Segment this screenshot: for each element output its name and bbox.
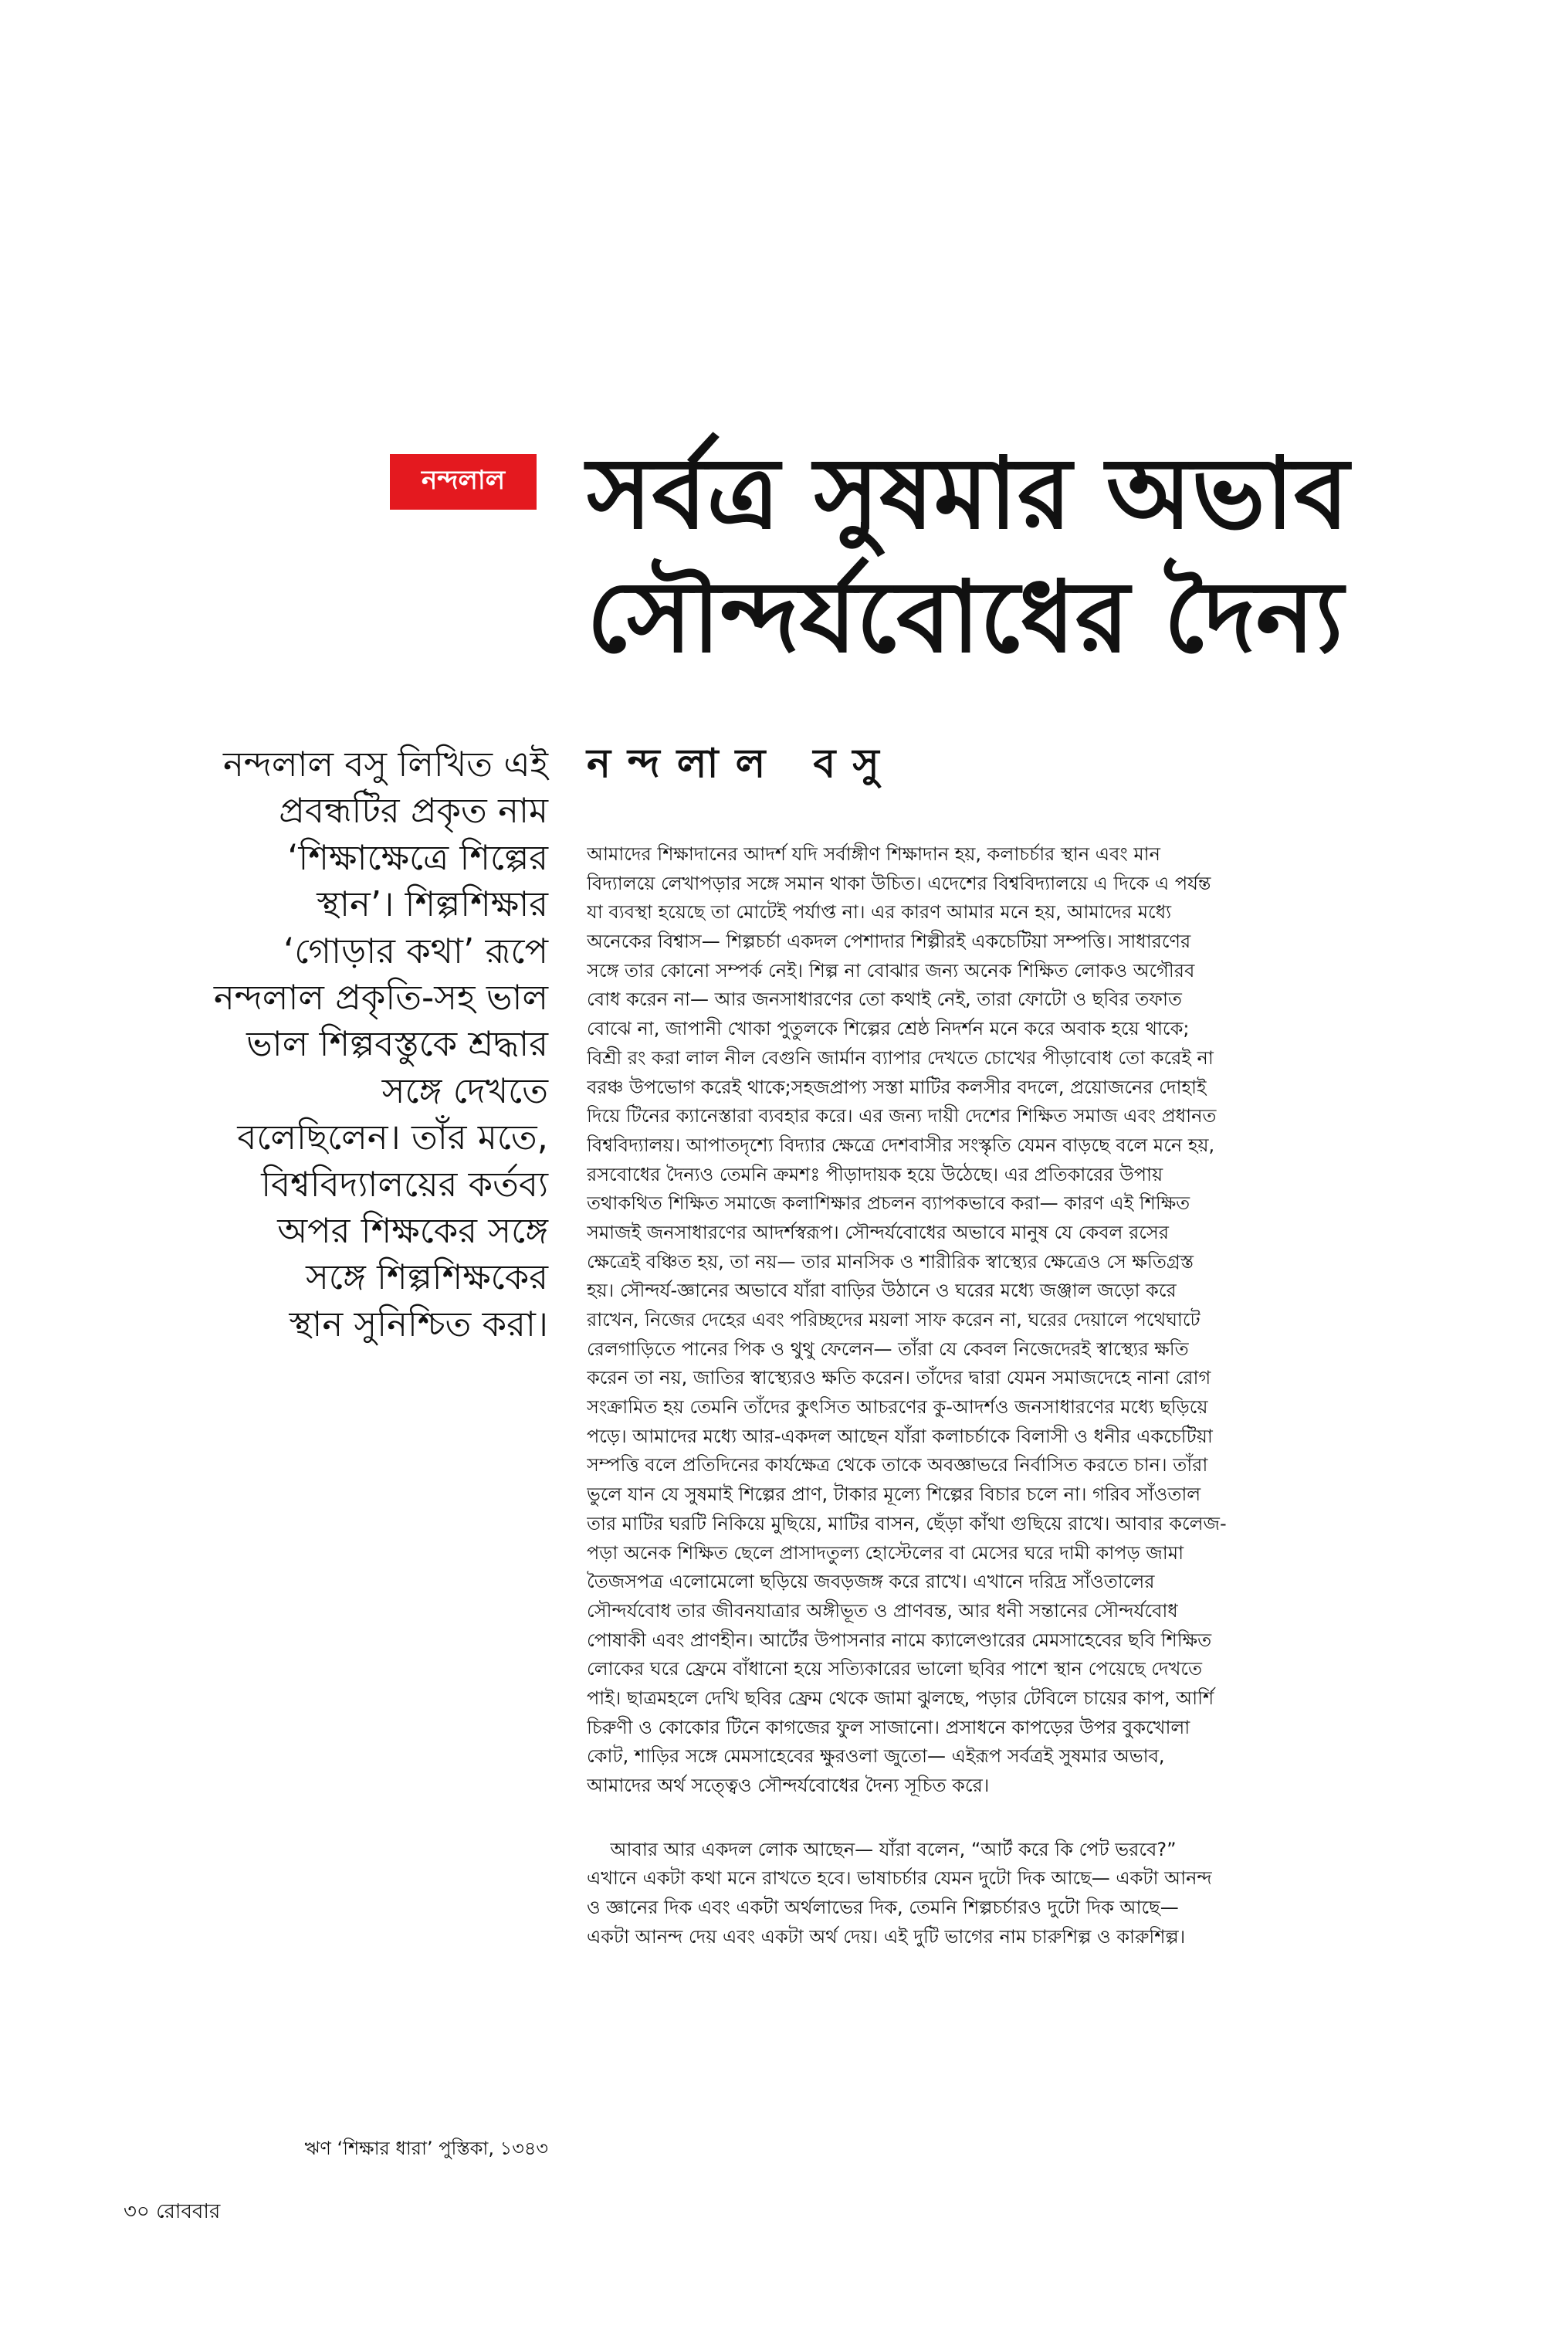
body-line: বিদ্যালয়ে লেখাপড়ার সঙ্গে সমান থাকা উচিত। এদেশের বিশ্ববিদ্যালয়ে এ দিকে এ পর্যন্ত <box>587 872 1211 894</box>
intro-line: নন্দলাল প্রকৃতি-সহ ভাল <box>213 977 548 1019</box>
body-line: আবার আর একদল লোক আছেন— যাঁরা বলেন, “আর্ট করে কি পেট ভরবে?” <box>587 1838 1177 1860</box>
body-line: পড়ে। আমাদের মধ্যে আর-একদল আছেন যাঁরা কলাচর্চাকে বিলাসী ও ধনীর একচেটিয়া <box>587 1425 1213 1447</box>
body-line: চিরুণী ও কোকোর টিনে কাগজের ফুল সাজানো। প্রসাধনে কাপড়ের উপর বুকখোলা <box>587 1716 1190 1738</box>
body-line: দিয়ে টিনের ক্যানেস্তারা ব্যবহার করে। এর জন্য দায়ী দেশের শিক্ষিত সমাজ এবং প্রধানত <box>587 1105 1217 1127</box>
body-line: একটা আনন্দ দেয় এবং একটা অর্থ দেয়। এই দুটি ভাগের নাম চারুশিল্প ও কারুশিল্প। <box>587 1925 1186 1948</box>
body-line: লোকের ঘরে ফ্রেমে বাঁধানো হয়ে সত্যিকারের ভালো ছবির পাশে স্থান পেয়েছে দেখতে <box>587 1658 1203 1680</box>
source-note: ঋণ ‘শিক্ষার ধারা’ পুস্তিকা, ১৩৪৩ <box>304 2138 548 2159</box>
intro-line: সঙ্গে শিল্পশিক্ষকের <box>306 1256 548 1298</box>
page-folio: ৩০ রোববার <box>124 2200 221 2223</box>
intro-line: অপর শিক্ষকের সঙ্গে <box>277 1210 548 1252</box>
body-line: আমাদের অর্থ সত্ত্বেও সৌন্দর্যবোধের দৈন্য সূচিত করে। <box>587 1775 990 1796</box>
byline: নন্দলাল বসু <box>587 741 896 787</box>
body-line: এখানে একটা কথা মনে রাখতে হবে। ভাষাচর্চার যেমন দুটো দিক আছে— একটা আনন্দ <box>587 1867 1212 1890</box>
body-line: করেন তা নয়, জাতির স্বাস্থ্যেরও ক্ষতি করেন। তাঁদের দ্বারা যেমন সমাজদেহে নানা রোগ <box>587 1367 1211 1389</box>
headline-line-2: সৌন্দর্যবোধের দৈন্য <box>587 560 1344 675</box>
body-line: যা ব্যবস্থা হয়েছে তা মোটেই পর্যাপ্ত না। এর কারণ আমার মনে হয়, আমাদের মধ্যে <box>587 901 1172 924</box>
body-line: বোঝে না, জাপানী খোকা পুতুলকে শিল্পের শ্রেষ্ঠ নিদর্শন মনে করে অবাক হয়ে থাকে; <box>587 1018 1190 1040</box>
body-line: পাই। ছাত্রমহলে দেখি ছবির ফ্রেম থেকে জামা ঝুলছে, পড়ার টেবিলে চায়ের কাপ, আর্শি <box>587 1687 1214 1709</box>
body-line: রাখেন, নিজের দেহের এবং পরিচ্ছদের ময়লা সাফ করেন না, ঘরের দেয়ালে পথেঘাটে <box>587 1309 1201 1331</box>
body-line: ও জ্ঞানের দিক এবং একটা অর্থলাভের দিক, তেমনি শিল্পচর্চারও দুটো দিক আছে— <box>587 1897 1179 1919</box>
body-line: সম্পত্তি বলে প্রতিদিনের কার্যক্ষেত্র থেকে তাকে অবজ্ঞাভরে নির্বাসিত করতে চান। তাঁরা <box>587 1454 1208 1477</box>
intro-line: ভাল শিল্পবস্তুকে শ্রদ্ধার <box>246 1023 548 1065</box>
body-line: বরঞ্চ উপভোগ করেই থাকে;সহজপ্রাপ্য সস্তা মাটির কলসীর বদলে, প্রয়োজনের দোহাই <box>587 1076 1207 1098</box>
body-line: সৌন্দর্যবোধ তার জীবনযাত্রার অঙ্গীভূত ও প্রাণবন্ত, আর ধনী সন্তানের সৌন্দর্যবোধ <box>587 1599 1178 1622</box>
body-line: পোষাকী এবং প্রাণহীন। আর্টের উপাসনার নামে ক্যালেণ্ডারের মেমসাহেবের ছবি শিক্ষিত <box>587 1629 1212 1651</box>
body-line: বিশ্রী রং করা লাল নীল বেগুনি জার্মান ব্যাপার দেখতে চোখের পীড়াবোধ তো করেই না <box>587 1046 1214 1069</box>
intro-line: বলেছিলেন। তাঁর মতে, <box>237 1117 548 1158</box>
intro-line: স্থান’। শিল্পশিক্ষার <box>317 883 548 925</box>
body-line: তার মাটির ঘরটি নিকিয়ে মুছিয়ে, মাটির বাসন, ছেঁড়া কাঁথা গুছিয়ে রাখে। আবার কলেজ- <box>587 1512 1227 1534</box>
intro-line: বিশ্ববিদ্যালয়ের কর্তব্য <box>261 1163 548 1205</box>
body-line: পড়া অনেক শিক্ষিত ছেলে প্রাসাদতুল্য হোস্টেলের বা মেসের ঘরে দামী কাপড় জামা <box>587 1541 1184 1564</box>
body-line: রেলগাড়িতে পানের পিক ও থুথু ফেলেন— তাঁরা যে কেবল নিজেদেরই স্বাস্থ্যের ক্ষতি <box>587 1338 1189 1360</box>
body-line: বিশ্ববিদ্যালয়। আপাতদৃশ্যে বিদ্যার ক্ষেত্রে দেশবাসীর সংস্কৃতি যেমন বাড়ছে বলে মনে হয়, <box>587 1134 1215 1156</box>
intro-line: ‘গোড়ার কথা’ রূপে <box>283 930 548 971</box>
intro-line: ‘শিক্ষাক্ষেত্রে শিল্পের <box>287 836 548 878</box>
body-line: ক্ষেত্রেই বঞ্চিত হয়, তা নয়— তার মানসিক ও শারীরিক স্বাস্থ্যের ক্ষেত্রেও সে ক্ষতিগ্রস্ত <box>587 1250 1194 1273</box>
body-paragraph-2 <box>587 1836 1440 1952</box>
body-line: সঙ্গে তার কোনো সম্পর্ক নেই। শিল্প না বোঝার জন্য অনেক শিক্ষিত লোকও অগৌরব <box>587 959 1195 982</box>
article-body <box>587 840 1440 1951</box>
body-line: বোধ করেন না— আর জনসাধারণের তো কথাই নেই, তারা ফোটো ও ছবির তফাত <box>587 988 1182 1011</box>
body-line: তথাকথিত শিক্ষিত সমাজে কলাশিক্ষার প্রচলন ব্যাপকভাবে করা— কারণ এই শিক্ষিত <box>587 1192 1190 1215</box>
intro-line: প্রবন্ধটির প্রকৃত নাম <box>279 790 548 832</box>
intro-line: নন্দলাল বসু লিখিত এই <box>223 744 548 785</box>
body-line: হয়। সৌন্দর্য-জ্ঞানের অভাবে যাঁরা বাড়ির উঠানে ও ঘরের মধ্যে জঞ্জাল জড়ো করে <box>587 1280 1177 1302</box>
intro-line: স্থান সুনিশ্চিত করা। <box>289 1303 548 1344</box>
body-line: ভুলে যান যে সুষমাই শিল্পের প্রাণ, টাকার মূল্যে শিল্পের বিচার চলে না। গরিব সাঁওতাল <box>587 1483 1201 1506</box>
headline-line-1: সর্বত্র সুষমার অভাব <box>587 436 1350 551</box>
body-line: রসবোধের দৈন্যও তেমনি ক্রমশঃ পীড়াদায়ক হয়ে উঠেছে। এর প্রতিকারের উপায় <box>587 1163 1163 1185</box>
body-line: সংক্রামিত হয় তেমনি তাঁদের কুৎসিত আচরণের কু-আদর্শও জনসাধারণের মধ্যে ছড়িয়ে <box>587 1396 1208 1419</box>
body-line: তৈজসপত্র এলোমেলো ছড়িয়ে জবড়জঙ্গ করে রাখে। এখানে দরিদ্র সাঁওতালের <box>587 1571 1155 1593</box>
body-paragraph-1 <box>587 840 1440 1801</box>
headline <box>587 432 1498 680</box>
body-line: সমাজই জনসাধারণের আদর্শস্বরূপ। সৌন্দর্যবোধের অভাবে মানুষ যে কেবল রসের <box>587 1221 1169 1243</box>
body-line: আমাদের শিক্ষাদানের আদর্শ যদি সর্বাঙ্গীণ শিক্ষাদান হয়, কলাচর্চার স্থান এবং মান <box>587 843 1160 865</box>
body-line: অনেকের বিশ্বাস— শিল্পচর্চা একদল পেশাদার শিল্পীরই একচেটিয়া সম্পত্তি। সাধারণের <box>587 931 1191 953</box>
intro-blurb <box>116 741 548 1348</box>
intro-line: সঙ্গে দেখতে <box>381 1070 548 1111</box>
section-tag: নন্দলাল <box>390 454 537 510</box>
body-line: কোট, শাড়ির সঙ্গে মেমসাহেবের ক্ষুরওলা জুতো— এইরূপ সর্বত্রই সুষমার অভাব, <box>587 1745 1165 1768</box>
